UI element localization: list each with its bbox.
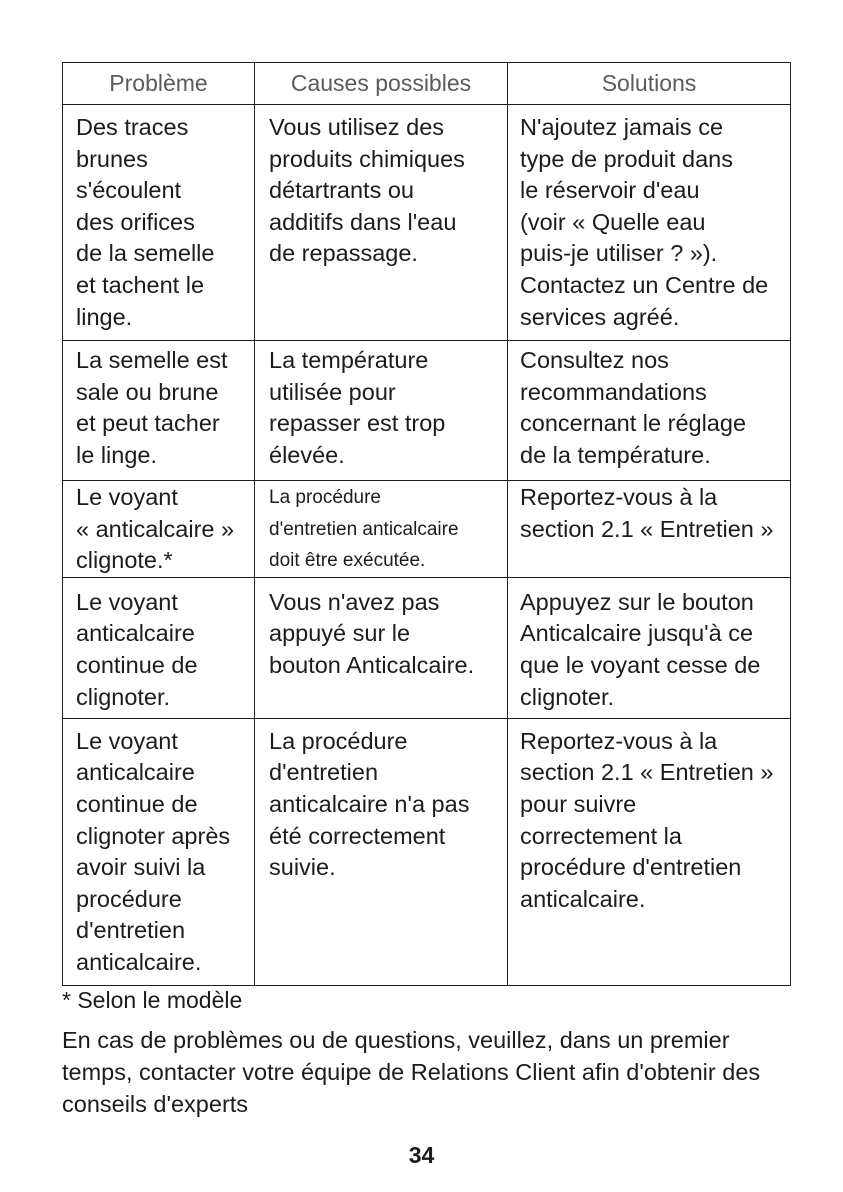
- table-row: [63, 577, 791, 718]
- table-header-row: [63, 63, 791, 105]
- header-causes: Causes possibles: [255, 63, 508, 105]
- problem-cell: Le voyant anticalcaire continue de clignoter.: [63, 577, 255, 718]
- problem-cell: Des traces brunes s'écoulent des orifices de la semelle et tachent le linge.: [63, 105, 255, 341]
- solution-cell: Appuyez sur le bouton Anticalcaire jusqu'à ce que le voyant cesse de clignoter.: [508, 577, 791, 718]
- table-row: [63, 105, 791, 341]
- footnote: * Selon le modèle: [62, 987, 243, 1013]
- solution-cell: Consultez nos recommandations concernant le réglage de la température.: [508, 341, 791, 481]
- cause-cell: Vous utilisez des produits chimiques détartrants ou additifs dans l'eau de repassage.: [255, 105, 508, 341]
- cause-cell: La procédure d'entretien anticalcaire doit être exécutée.: [255, 481, 508, 578]
- table-row: [63, 718, 791, 985]
- problem-cell: Le voyant « anticalcaire » clignote.*: [63, 481, 255, 578]
- cause-cell: La température utilisée pour repasser est trop élevée.: [255, 341, 508, 481]
- cause-cell: La procédure d'entretien anticalcaire n'a pas été correctement suivie.: [255, 718, 508, 985]
- troubleshooting-table: [62, 62, 791, 986]
- solution-cell: Reportez-vous à la section 2.1 « Entretien »: [508, 481, 791, 578]
- table-row: [63, 341, 791, 481]
- support-paragraph: En cas de problèmes ou de questions, veuillez, dans un premier temps, contacter votre équipe de Relations Client afin d'obtenir des conseils d'experts: [62, 1027, 761, 1117]
- table-row: [63, 481, 791, 578]
- problem-cell: Le voyant anticalcaire continue de clignoter après avoir suivi la procédure d'entretien anticalcaire.: [63, 718, 255, 985]
- solution-cell: N'ajoutez jamais ce type de produit dans le réservoir d'eau (voir « Quelle eau puis-je utiliser ? »). Contactez un Centre de services agréé.: [508, 105, 791, 341]
- page-number: 34: [408, 1142, 435, 1168]
- solution-cell: Reportez-vous à la section 2.1 « Entretien » pour suivre correctement la procédure d'entretien anticalcaire.: [508, 718, 791, 985]
- header-solutions: Solutions: [508, 63, 791, 105]
- problem-cell: La semelle est sale ou brune et peut tacher le linge.: [63, 341, 255, 481]
- header-problem: Problème: [63, 63, 255, 105]
- cause-cell: Vous n'avez pas appuyé sur le bouton Anticalcaire.: [255, 577, 508, 718]
